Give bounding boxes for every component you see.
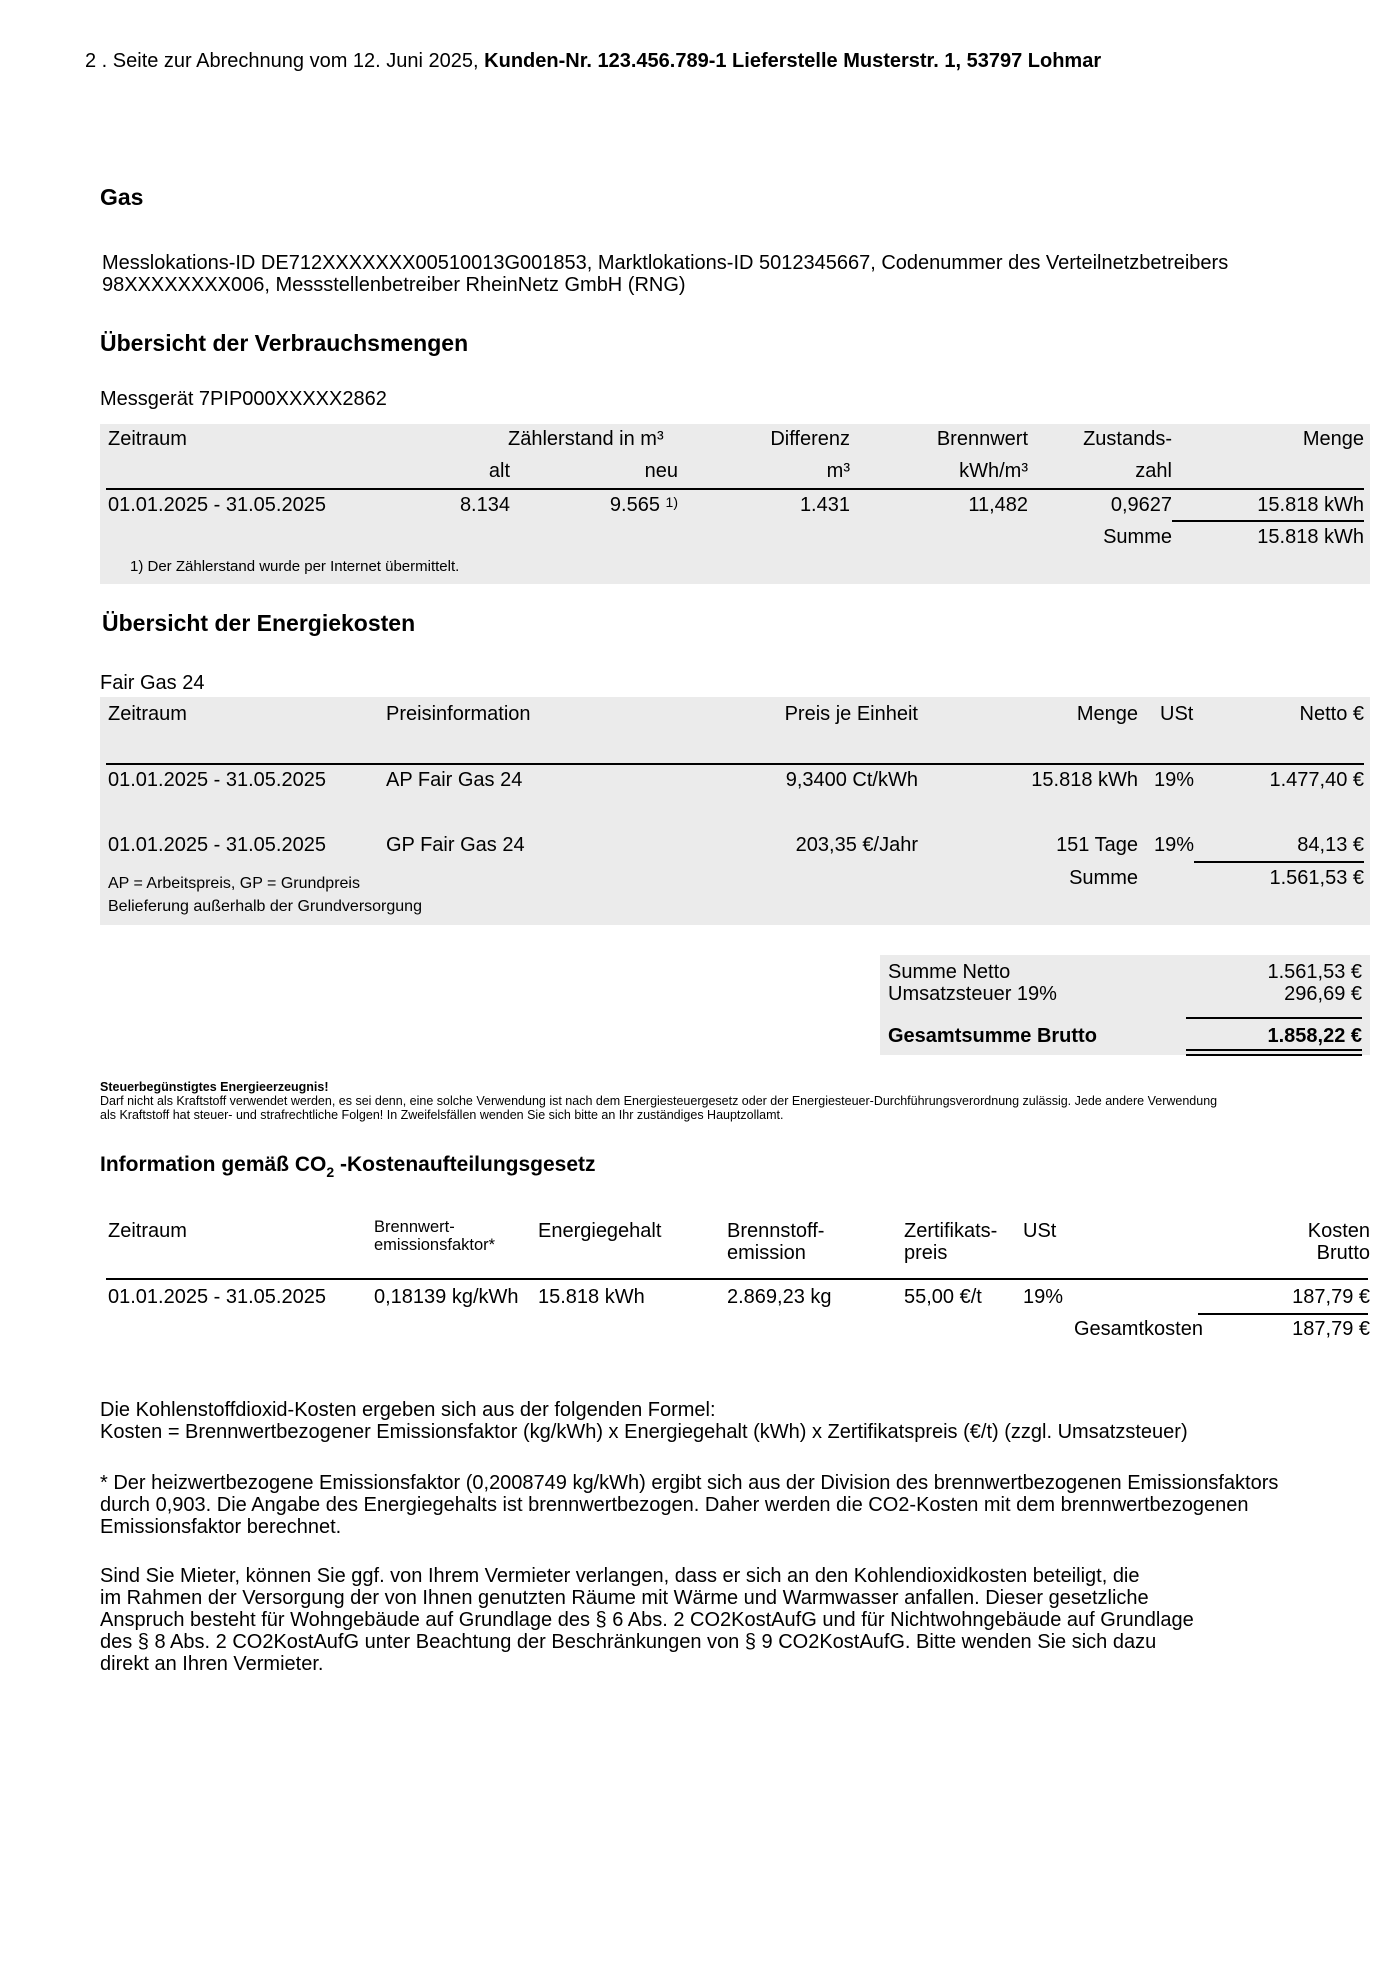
co2-total-rule <box>1198 1313 1368 1315</box>
row-menge: 15.818 kWh <box>1257 494 1364 516</box>
cost-sum-rule <box>1194 861 1364 863</box>
cost-row-menge: 15.818 kWh <box>1031 769 1138 791</box>
formula-paragraph <box>100 1399 1380 1443</box>
co2-header-ust: USt <box>1023 1220 1057 1242</box>
tariff-name: Fair Gas 24 <box>100 672 205 694</box>
co2-header-zert-line-2: preis <box>904 1242 948 1264</box>
row-neu-footnote-marker: 1) <box>665 494 678 510</box>
co2-header-kosten <box>1308 1220 1370 1264</box>
cost-header-preisinfo: Preisinformation <box>386 703 531 725</box>
co2-total-value: 187,79 € <box>1292 1318 1370 1340</box>
col-subheader-neu: neu <box>644 460 678 482</box>
co2-total-label: Gesamtkosten <box>1074 1318 1203 1340</box>
emission-factor-note <box>100 1472 1380 1538</box>
co2-row-faktor: 0,18139 kg/kWh <box>374 1286 519 1308</box>
row-differenz: 1.431 <box>799 494 850 516</box>
cost-row-preis: 9,3400 Ct/kWh <box>785 769 918 791</box>
row-neu <box>610 494 678 517</box>
umsatzsteuer-value: 296,69 € <box>1284 983 1362 1005</box>
co2-header-kosten-line-2: Brutto <box>1316 1242 1370 1264</box>
col-header-zustands: Zustands- <box>1083 428 1172 450</box>
cost-row-ust: 19% <box>1154 769 1195 791</box>
meter-number: Messgerät 7PIP000XXXXX2862 <box>100 388 387 410</box>
col-header-menge: Menge <box>1302 428 1364 450</box>
formula-line-2: Kosten = Brennwertbezogener Emissionsfaktor (kg/kWh) x Energiegehalt (kWh) x Zertifikatspreis (€/t) (zzgl. Umsatzsteuer) <box>100 1421 1188 1443</box>
col-subheader-zahl: zahl <box>1135 460 1172 482</box>
row-zustandszahl: 0,9627 <box>1110 494 1172 516</box>
co2-header-energie: Energiegehalt <box>538 1220 662 1242</box>
co2-heading-subscript: 2 <box>326 1164 335 1180</box>
costs-heading: Übersicht der Energiekosten <box>102 610 416 636</box>
co2-header-faktor-line-2: emissionsfaktor* <box>374 1236 496 1254</box>
co2-header-emission-line-2: emission <box>727 1242 806 1264</box>
summe-netto-value: 1.561,53 € <box>1267 961 1362 983</box>
note-line-1: * Der heizwertbezogene Emissionsfaktor (0,2008749 kg/kWh) ergibt sich aus der Division des brennwertbezogenen Emissionsfaktors <box>100 1472 1279 1494</box>
sum-rule <box>1172 520 1364 522</box>
col-header-brennwert: Brennwert <box>936 428 1028 450</box>
cost-row-zeitraum: 01.01.2025 - 31.05.2025 <box>108 769 326 791</box>
cost-header-netto: Netto € <box>1299 703 1364 725</box>
co2-row-ust: 19% <box>1023 1286 1064 1308</box>
consumption-heading: Übersicht der Verbrauchsmengen <box>100 330 469 356</box>
note-line-3: Emissionsfaktor berechnet. <box>100 1516 342 1538</box>
co2-header-zeitraum: Zeitraum <box>108 1220 187 1242</box>
co2-row-emission: 2.869,23 kg <box>727 1286 832 1308</box>
legend-line-1: AP = Arbeitspreis, GP = Grundpreis <box>108 875 360 892</box>
co2-header-emission <box>727 1220 824 1264</box>
co2-heading-pre: Information gemäß CO <box>100 1153 327 1176</box>
co2-header-rule <box>106 1278 1368 1280</box>
cost-row-menge: 151 Tage <box>1056 834 1138 856</box>
co2-row-energie: 15.818 kWh <box>538 1286 645 1308</box>
summe-netto-label: Summe Netto <box>888 961 1011 983</box>
cost-row-preis: 203,35 €/Jahr <box>795 834 918 856</box>
gesamtsumme-value: 1.858,22 € <box>1267 1025 1362 1047</box>
cost-row-zeitraum: 01.01.2025 - 31.05.2025 <box>108 834 326 856</box>
cost-header-menge: Menge <box>1076 703 1138 725</box>
sum-value: 15.818 kWh <box>1257 526 1364 548</box>
row-neu-value: 9.565 <box>609 494 660 516</box>
tenant-line-5: direkt an Ihren Vermieter. <box>100 1653 324 1675</box>
legend-line-2: Belieferung außerhalb der Grundversorgung <box>108 898 422 915</box>
co2-heading-post: -Kostenaufteilungsgesetz <box>334 1153 596 1176</box>
col-subheader-m3: m³ <box>826 460 850 482</box>
header-prefix: 2 . Seite zur Abrechnung vom 12. Juni 2025, <box>85 50 479 72</box>
gesamtsumme-label: Gesamtsumme Brutto <box>888 1025 1097 1047</box>
totals-rule <box>1186 1017 1362 1019</box>
tenant-paragraph <box>100 1565 1380 1675</box>
header-rule <box>106 488 1364 490</box>
co2-row-preis: 55,00 €/t <box>904 1286 982 1308</box>
co2-heading <box>100 1153 596 1180</box>
sum-label: Summe <box>1103 526 1172 548</box>
row-zeitraum: 01.01.2025 - 31.05.2025 <box>108 494 326 516</box>
formula-line-1: Die Kohlenstoffdioxid-Kosten ergeben sich aus der folgenden Formel: <box>100 1399 716 1421</box>
co2-header-emission-line-1: Brennstoff- <box>727 1220 825 1242</box>
co2-table <box>100 1210 1370 1350</box>
ids-line-2: 98XXXXXXXX006, Messstellenbetreiber RheinNetz GmbH (RNG) <box>102 274 686 296</box>
cost-header-preis: Preis je Einheit <box>784 703 918 725</box>
cost-row-netto: 1.477,40 € <box>1269 769 1364 791</box>
tenant-line-2: im Rahmen der Versorgung der von Ihnen genutzten Räume mit Wärme und Warmwasser anfallen. Dieser gesetzliche <box>100 1587 1149 1609</box>
cost-sum-label: Summe <box>1069 867 1138 889</box>
row-brennwert: 11,482 <box>968 494 1028 516</box>
tenant-line-4: des § 8 Abs. 2 CO2KostAufG unter Beachtung der Beschränkungen von § 9 CO2KostAufG. Bitte wenden Sie sich dazu <box>100 1631 1157 1653</box>
co2-row-zeitraum: 01.01.2025 - 31.05.2025 <box>108 1286 326 1308</box>
tax-notice-line-2: als Kraftstoff hat steuer- und strafrechtliche Folgen! In Zweifelsfällen wenden Sie sich bitte an Ihr zuständiges Hauptzollamt. <box>100 1108 784 1122</box>
consumption-table <box>100 424 1370 584</box>
col-header-zeitraum: Zeitraum <box>108 428 187 450</box>
col-subheader-alt: alt <box>488 460 510 482</box>
row-alt: 8.134 <box>459 494 510 516</box>
col-header-differenz: Differenz <box>770 428 850 450</box>
footnote: 1) Der Zählerstand wurde per Internet übermittelt. <box>130 558 460 575</box>
page-header <box>85 50 1101 73</box>
tax-notice-title: Steuerbegünstigtes Energieerzeugnis! <box>100 1080 329 1094</box>
tenant-line-1: Sind Sie Mieter, können Sie ggf. von Ihrem Vermieter verlangen, dass er sich an den Kohlendioxidkosten beteiligt, die <box>100 1565 1140 1587</box>
co2-header-kosten-line-1: Kosten <box>1307 1220 1370 1242</box>
tenant-line-3: Anspruch besteht für Wohngebäude auf Grundlage des § 6 Abs. 2 CO2KostAufG und für Nichtwohngebäude auf Grundlage <box>100 1609 1194 1631</box>
costs-table <box>100 697 1370 925</box>
cost-row-netto: 84,13 € <box>1297 834 1364 856</box>
note-line-2: durch 0,903. Die Angabe des Energiegehalts ist brennwertbezogen. Daher werden die CO2-Kosten mit dem brennwertbezogenen <box>100 1494 1249 1516</box>
col-header-zaehlerstand: Zählerstand in m³ <box>508 428 664 450</box>
header-customer-info: Kunden-Nr. 123.456.789-1 Lieferstelle Musterstr. 1, 53797 Lohmar <box>484 50 1102 72</box>
co2-header-faktor <box>374 1218 495 1254</box>
gesamtsumme-double-rule <box>1186 1049 1362 1056</box>
co2-header-zert-line-1: Zertifikats- <box>904 1220 998 1242</box>
cost-header-ust: USt <box>1160 703 1194 725</box>
cost-header-rule <box>106 763 1364 765</box>
col-subheader-kwhm3: kWh/m³ <box>959 460 1028 482</box>
ids-line-1: Messlokations-ID DE712XXXXXXX00510013G001853, Marktlokations-ID 5012345667, Codenummer des Verteilnetzbetreibers <box>102 252 1229 274</box>
umsatzsteuer-label: Umsatzsteuer 19% <box>888 983 1057 1005</box>
cost-header-zeitraum: Zeitraum <box>108 703 187 725</box>
cost-row-preisinfo: AP Fair Gas 24 <box>386 769 523 791</box>
cost-row-preisinfo: GP Fair Gas 24 <box>386 834 525 856</box>
cost-sum-value: 1.561,53 € <box>1269 867 1364 889</box>
totals-box <box>880 955 1370 1055</box>
tax-notice-line-1: Darf nicht als Kraftstoff verwendet werden, es sei denn, eine solche Verwendung ist nach dem Energiesteuergesetz oder der Energiesteuer-Durchführungsverordnung zulässig. Jede andere Verwendung <box>100 1094 1218 1108</box>
gas-heading: Gas <box>100 184 144 210</box>
co2-header-faktor-line-1: Brennwert- <box>374 1218 455 1236</box>
co2-header-zertifikatspreis <box>904 1220 997 1264</box>
co2-row-kosten: 187,79 € <box>1292 1286 1370 1308</box>
cost-row-ust: 19% <box>1154 834 1195 856</box>
